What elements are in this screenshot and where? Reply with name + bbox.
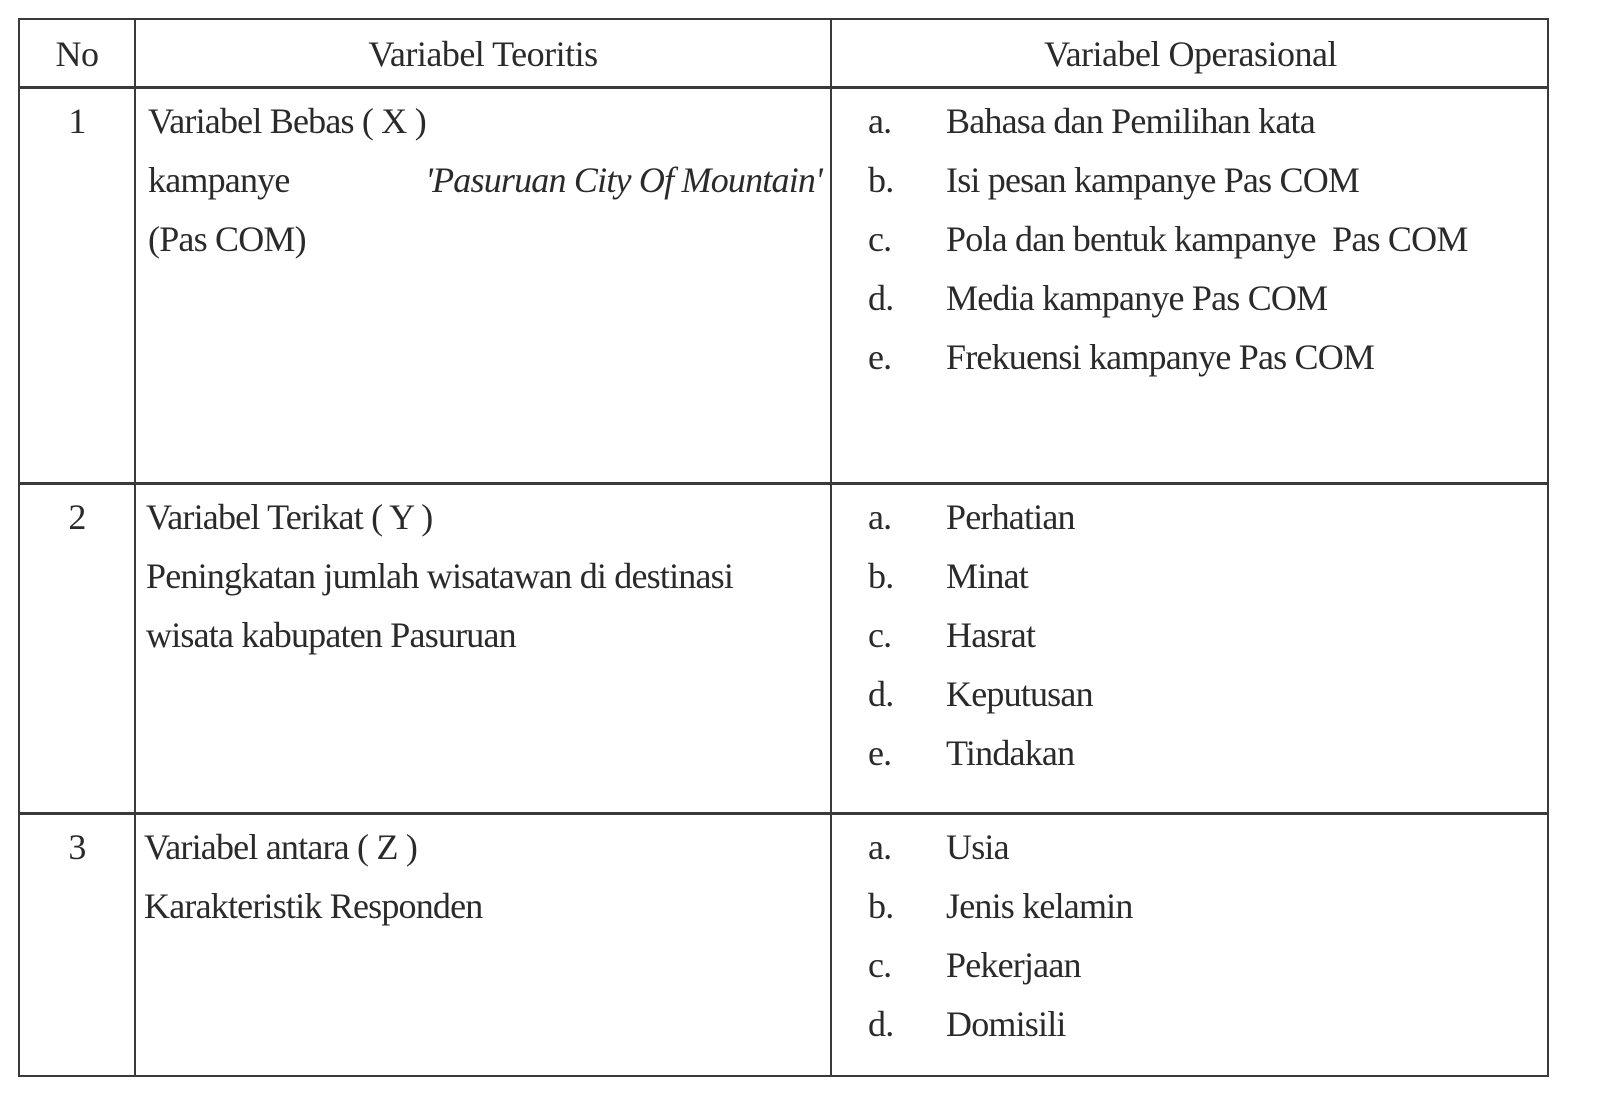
list-text: Jenis kelamin	[946, 886, 1133, 926]
row-1-teoritis-title: Variabel Bebas ( X )	[148, 101, 426, 141]
list-marker: d.	[868, 674, 894, 714]
list-marker: a.	[868, 827, 892, 867]
row-divider-2	[20, 812, 1547, 815]
row-1-operasional-list	[868, 92, 1468, 387]
column-divider-1	[134, 20, 136, 1075]
row-divider-1	[20, 482, 1547, 485]
row-2-teoritis-line3: wisata kabupaten Pasuruan	[146, 615, 516, 655]
list-marker: e.	[868, 733, 892, 773]
list-marker: c.	[868, 615, 892, 655]
list-marker: d.	[868, 278, 894, 318]
list-text: Perhatian	[946, 497, 1075, 537]
list-text: Hasrat	[946, 615, 1036, 655]
list-text: Tindakan	[946, 733, 1075, 773]
list-text: Keputusan	[946, 674, 1093, 714]
list-text: Minat	[946, 556, 1028, 596]
row-2-teoritis-title: Variabel Terikat ( Y )	[146, 497, 433, 537]
column-divider-2	[830, 20, 832, 1075]
variable-table	[18, 18, 1549, 1077]
header-no: No	[55, 34, 99, 74]
row-2-teoritis-line2: Peningkatan jumlah wisatawan di destinasi	[146, 556, 734, 596]
list-marker: b.	[868, 556, 894, 596]
row-1-teoritis-campaign-name: 'Pasuruan City Of Mountain'	[425, 160, 822, 200]
list-text: Isi pesan kampanye Pas COM	[946, 160, 1360, 200]
list-text: Pekerjaan	[946, 945, 1081, 985]
list-text: Media kampanye Pas COM	[946, 278, 1328, 318]
list-item	[868, 269, 1468, 328]
row-2-number: 2	[68, 497, 86, 537]
list-item	[868, 818, 1133, 877]
list-text: Bahasa dan Pemilihan kata	[946, 101, 1315, 141]
list-item	[868, 724, 1093, 783]
row-3-operasional-list	[868, 818, 1133, 1054]
row-3-teoritis-title: Variabel antara ( Z )	[144, 827, 418, 867]
list-marker: e.	[868, 337, 892, 377]
list-item	[868, 877, 1133, 936]
list-text: Domisili	[946, 1004, 1066, 1044]
row-3-teoritis	[144, 818, 483, 936]
list-item	[868, 92, 1468, 151]
list-marker: b.	[868, 160, 894, 200]
row-1-teoritis-line2	[148, 151, 822, 210]
row-2-teoritis	[146, 488, 733, 665]
list-item	[868, 328, 1468, 387]
list-item	[868, 936, 1133, 995]
header-variabel-operasional: Variabel Operasional	[1044, 34, 1337, 74]
row-1-number: 1	[68, 101, 86, 141]
list-marker: a.	[868, 497, 892, 537]
list-marker: b.	[868, 886, 894, 926]
list-marker: c.	[868, 219, 892, 259]
list-item	[868, 488, 1093, 547]
row-2-operasional-list	[868, 488, 1093, 783]
row-1-teoritis-prefix: kampanye	[148, 160, 290, 200]
list-item	[868, 665, 1093, 724]
header-variabel-teoritis: Variabel Teoritis	[368, 34, 598, 74]
row-1-teoritis	[148, 92, 822, 269]
row-3-number: 3	[68, 827, 86, 867]
list-marker: c.	[868, 945, 892, 985]
list-item	[868, 210, 1468, 269]
list-item	[868, 151, 1468, 210]
list-item	[868, 606, 1093, 665]
list-marker: d.	[868, 1004, 894, 1044]
list-text: Frekuensi kampanye Pas COM	[946, 337, 1375, 377]
row-1-teoritis-line3: (Pas COM)	[148, 219, 306, 259]
list-text: Usia	[946, 827, 1009, 867]
list-marker: a.	[868, 101, 892, 141]
list-item	[868, 547, 1093, 606]
row-3-teoritis-line2: Karakteristik Responden	[144, 886, 483, 926]
list-item	[868, 995, 1133, 1054]
list-text: Pola dan bentuk kampanye Pas COM	[946, 219, 1468, 259]
